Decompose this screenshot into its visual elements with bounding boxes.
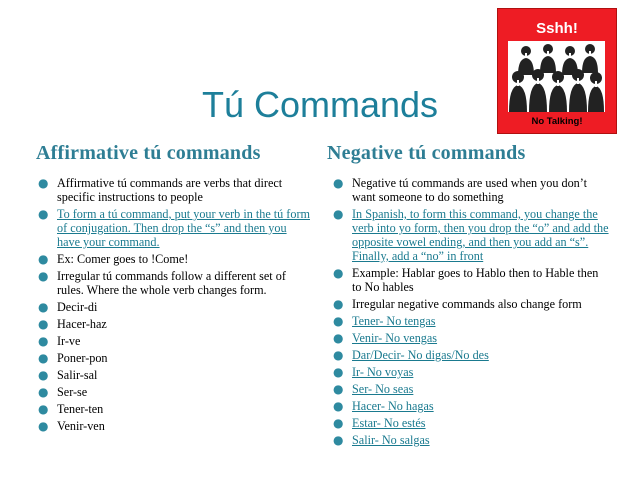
link-text[interactable]: Dar/Decir- No digas/No des — [352, 348, 489, 362]
list-item — [38, 269, 310, 297]
list-item — [38, 419, 310, 433]
item-text: Affirmative tú commands are verbs that direct specific instructions to people — [57, 176, 283, 204]
item-text: Ex: Comer goes to !Come! — [57, 252, 189, 266]
bullet-icon: ● — [333, 331, 344, 345]
sign-sshh-text: Sshh! — [536, 20, 578, 37]
bullet-icon: ● — [333, 365, 344, 379]
bullet-icon: ● — [333, 176, 344, 190]
item-text: Irregular tú commands follow a different set of rules. Where the whole verb changes form. — [57, 269, 286, 297]
bullet-icon: ● — [333, 207, 344, 221]
negative-heading: Negative tú commands — [327, 142, 526, 164]
link-text[interactable]: Ser- No seas — [352, 382, 414, 396]
affirmative-list — [38, 176, 310, 436]
item-text: Venir-ven — [57, 419, 105, 433]
bullet-icon: ● — [333, 266, 344, 280]
item-text: Tener-ten — [57, 402, 104, 416]
link-text[interactable]: Ir- No voyas — [352, 365, 414, 379]
list-item — [38, 176, 310, 204]
item-text: Hacer-haz — [57, 317, 107, 331]
list-item — [38, 252, 310, 266]
bullet-icon: ● — [38, 269, 49, 283]
list-item — [38, 385, 310, 399]
list-item[interactable] — [333, 331, 610, 345]
item-text: Negative tú commands are used when you don’t want someone to do something — [352, 176, 588, 204]
item-text: Ser-se — [57, 385, 88, 399]
item-text: Salir-sal — [57, 368, 98, 382]
list-item — [333, 176, 610, 204]
list-item — [38, 351, 310, 365]
list-item[interactable] — [333, 399, 610, 413]
bullet-icon: ● — [38, 334, 49, 348]
bullet-icon: ● — [38, 419, 49, 433]
sign-no-talking-text: No Talking! — [531, 116, 583, 127]
item-text: Example: Hablar goes to Hablo then to Hable then to No hables — [352, 266, 599, 294]
item-text: Irregular negative commands also change form — [352, 297, 582, 311]
bullet-icon: ● — [333, 348, 344, 362]
link-text[interactable]: Estar- No estés — [352, 416, 426, 430]
bullet-icon: ● — [38, 351, 49, 365]
item-text: Ir-ve — [57, 334, 81, 348]
list-item — [38, 317, 310, 331]
slide-title: Tú Commands — [201, 84, 439, 125]
item-text: Poner-pon — [57, 351, 108, 365]
list-item — [38, 300, 310, 314]
bullet-icon: ● — [333, 416, 344, 430]
list-item[interactable] — [333, 348, 610, 362]
list-item[interactable] — [333, 416, 610, 430]
link-text[interactable]: Hacer- No hagas — [352, 399, 434, 413]
bullet-icon: ● — [333, 314, 344, 328]
bullet-icon: ● — [38, 207, 49, 221]
list-item[interactable] — [333, 365, 610, 379]
list-item — [38, 368, 310, 382]
bullet-icon: ● — [38, 252, 49, 266]
link-text[interactable]: In Spanish, to form this command, you change the verb into yo form, then you drop the “o” and add the opposite vowel ending, and then you add an “s”. Finally, add a “no” in front — [352, 207, 609, 263]
bullet-icon: ● — [38, 368, 49, 382]
bullet-icon: ● — [38, 402, 49, 416]
bullet-icon: ● — [38, 385, 49, 399]
silhouettes-image — [508, 41, 605, 112]
list-item[interactable] — [333, 433, 610, 447]
list-item[interactable] — [333, 382, 610, 396]
link-text[interactable]: Salir- No salgas — [352, 433, 430, 447]
negative-list — [333, 176, 610, 450]
bullet-icon: ● — [38, 176, 49, 190]
link-text[interactable]: Tener- No tengas — [352, 314, 436, 328]
bullet-icon: ● — [333, 399, 344, 413]
list-item[interactable] — [333, 314, 610, 328]
list-item — [333, 266, 610, 294]
link-text[interactable]: To form a tú command, put your verb in the tú form of conjugation. Then drop the “s” and then you have your command. — [57, 207, 310, 249]
list-item[interactable] — [333, 207, 610, 263]
link-text[interactable]: Venir- No vengas — [352, 331, 438, 345]
bullet-icon: ● — [333, 382, 344, 396]
list-item — [333, 297, 610, 311]
bullet-icon: ● — [38, 300, 49, 314]
list-item — [38, 334, 310, 348]
item-text: Decir-di — [57, 300, 98, 314]
no-talking-sign — [497, 8, 617, 134]
list-item[interactable] — [38, 207, 310, 249]
bullet-icon: ● — [38, 317, 49, 331]
bullet-icon: ● — [333, 297, 344, 311]
bullet-icon: ● — [333, 433, 344, 447]
affirmative-heading: Affirmative tú commands — [36, 142, 261, 164]
list-item — [38, 402, 310, 416]
